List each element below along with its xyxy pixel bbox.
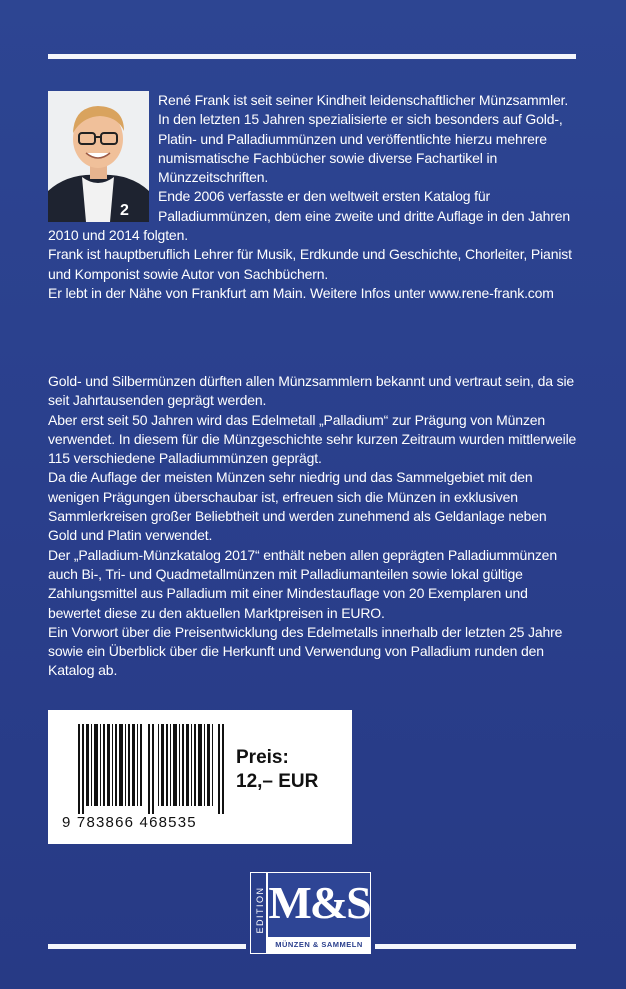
- bio-line: René Frank ist seit seiner Kindheit leidenschaftlicher Münzsammler.: [158, 92, 569, 108]
- top-divider: [48, 54, 576, 59]
- description-paragraph: Da die Auflage der meisten Münzen sehr niedrig und das Sammelgebiet mit den wenigen Prägungen überschaubar ist, erfreuen sich die Münzen in exklusiven Sammlerkreisen großer Beliebtheit und werden zunehmend als Geldanlage neben Gold und Platin verwendet.: [48, 469, 547, 544]
- price-value: 12,– EUR: [236, 771, 319, 792]
- logo-edition-strip: [250, 872, 267, 954]
- bottom-divider-left: [48, 944, 246, 949]
- bio-line: In den letzten 15 Jahren spezialisierte er sich besonders auf Gold-, Platin- und Palladiummünzen und veröffentlichte hierzu mehrere numismatische Fachbücher sowie diverse Fachartikel in Münzzeitschriften.: [158, 111, 563, 186]
- barcode-number: 9 783866 468535: [62, 814, 197, 831]
- logo-mark: M&S: [268, 877, 370, 928]
- logo-edition-text: EDITION: [255, 886, 265, 934]
- price-label: Preis:: [236, 747, 289, 768]
- description-paragraph: Aber erst seit 50 Jahren wird das Edelmetall „Palladium“ zur Prägung von Münzen verwendet. In diesem für die Münzgeschichte sehr kurzen Zeitraum wurden mittlerweile 115 verschiedene Palladiummünzen geprägt.: [48, 411, 577, 467]
- bottom-divider-right: [375, 944, 576, 949]
- bio-line: Frank ist hauptberuflich Lehrer für Musik, Erdkunde und Geschichte, Chorleiter, Pianist und Komponist sowie Autor von Sachbüchern.: [48, 246, 572, 282]
- barcode-image: [78, 724, 228, 814]
- barcode-panel: [48, 710, 352, 844]
- book-description: [48, 372, 578, 681]
- svg-text:2: 2: [120, 202, 129, 219]
- price-block: [236, 746, 318, 794]
- bio-line: Ende 2006 verfasste er den weltweit ersten Katalog für Palladiummünzen, dem eine zweite und dritte Auflage in den Jahren 2010 und 2014 folgten.: [48, 188, 571, 244]
- logo-mark-box: [267, 872, 371, 954]
- logo-subtitle: MÜNZEN & SAMMELN: [268, 937, 370, 953]
- description-paragraph: Ein Vorwort über die Preisentwicklung des Edelmetalls innerhalb der letzten 25 Jahre sowie ein Überblick über die Herkunft und Verwendung von Palladium runden den Katalog ab.: [48, 623, 563, 679]
- description-paragraph: Gold- und Silbermünzen dürften allen Münzsammlern bekannt und vertraut sein, da sie seit Jahrtausenden geprägt werden.: [48, 373, 575, 409]
- publisher-logo: [250, 872, 371, 954]
- description-paragraph: Der „Palladium-Münzkatalog 2017“ enthält neben allen geprägten Palladiummünzen auch Bi-, Tri- und Quadmetallmünzen mit Palladiumanteilen sowie lokal gültige Zahlungsmittel aus Palladium mit einer Mindestauflage von 20 Exemplaren und bewertet diese zu den aktuellen Marktpreisen in EURO.: [48, 546, 557, 621]
- bio-line: Er lebt in der Nähe von Frankfurt am Main. Weitere Infos unter www.rene-frank.com: [48, 284, 554, 301]
- author-bio: [48, 91, 578, 303]
